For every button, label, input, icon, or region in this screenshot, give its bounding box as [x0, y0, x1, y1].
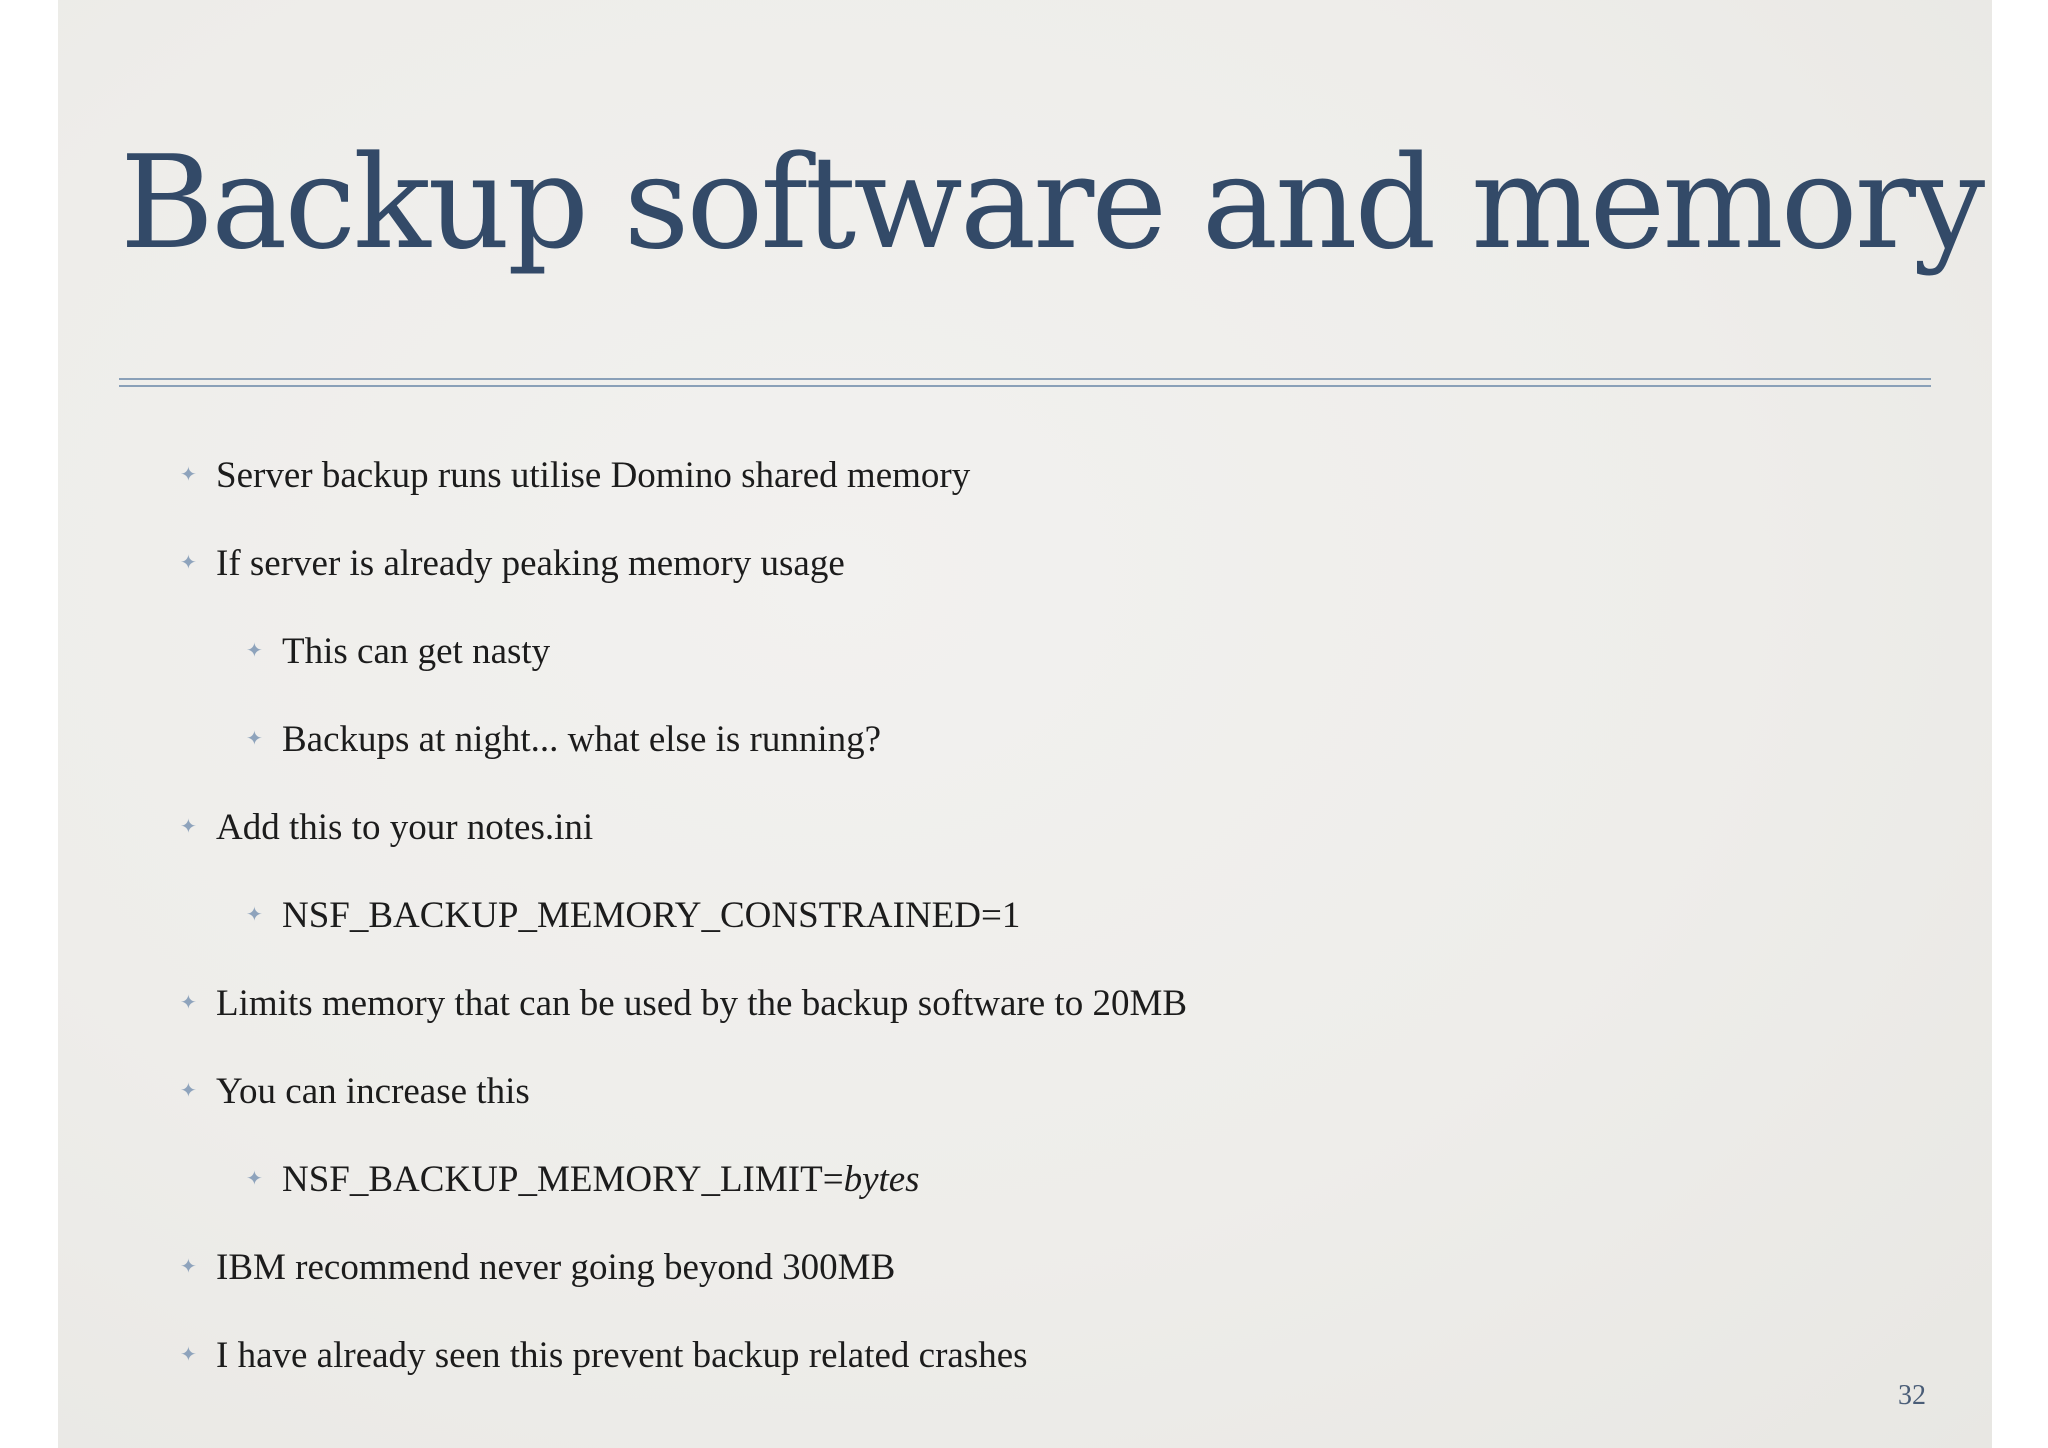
bullet-star-icon: ✦ — [246, 728, 263, 750]
bullet-star-icon: ✦ — [180, 992, 197, 1014]
bullet-star-icon: ✦ — [180, 1080, 197, 1102]
bullet-star-icon: ✦ — [246, 640, 263, 662]
bullet-text: This can get nasty — [282, 630, 551, 672]
page-number: 32 — [1898, 1380, 1926, 1411]
sub-bullet-item — [246, 890, 1020, 940]
slide-paper — [58, 0, 1992, 1448]
bullet-list — [58, 0, 1992, 1448]
slide-title: Backup software and memory — [120, 129, 1983, 278]
sub-bullet-item — [246, 714, 881, 764]
bullet-item — [180, 1066, 530, 1116]
bullet-item — [180, 978, 1187, 1028]
bullet-star-icon: ✦ — [246, 1168, 263, 1190]
bullet-star-icon: ✦ — [180, 816, 197, 838]
bullet-text: I have already seen this prevent backup related crashes — [216, 1334, 1028, 1376]
sub-bullet-item — [246, 626, 550, 676]
bullet-text: Limits memory that can be used by the backup software to 20MB — [216, 982, 1188, 1024]
bullet-star-icon: ✦ — [180, 1344, 197, 1366]
bullet-item — [180, 1330, 1028, 1380]
bullet-text: IBM recommend never going beyond 300MB — [216, 1246, 896, 1288]
bullet-text: If server is already peaking memory usage — [216, 542, 845, 584]
bullet-text: Backups at night... what else is running? — [282, 718, 882, 760]
bullet-text: Server backup runs utilise Domino shared memory — [216, 454, 971, 496]
bullet-star-icon: ✦ — [180, 552, 197, 574]
bullet-star-icon: ✦ — [180, 464, 197, 486]
bullet-text-main: NSF_BACKUP_MEMORY_LIMIT= — [282, 1158, 844, 1200]
bullet-text: Add this to your notes.ini — [216, 806, 594, 848]
bullet-text-italic: bytes — [843, 1158, 920, 1200]
bullet-star-icon: ✦ — [180, 1256, 197, 1278]
bullet-item — [180, 450, 970, 500]
bullet-item — [180, 802, 593, 852]
bullet-text: You can increase this — [216, 1070, 530, 1112]
bullet-item — [180, 1242, 895, 1292]
bullet-text — [282, 1158, 920, 1201]
sub-bullet-item — [246, 1154, 920, 1204]
bullet-text: NSF_BACKUP_MEMORY_CONSTRAINED=1 — [282, 894, 1021, 936]
bullet-star-icon: ✦ — [246, 904, 263, 926]
bullet-item — [180, 538, 845, 588]
